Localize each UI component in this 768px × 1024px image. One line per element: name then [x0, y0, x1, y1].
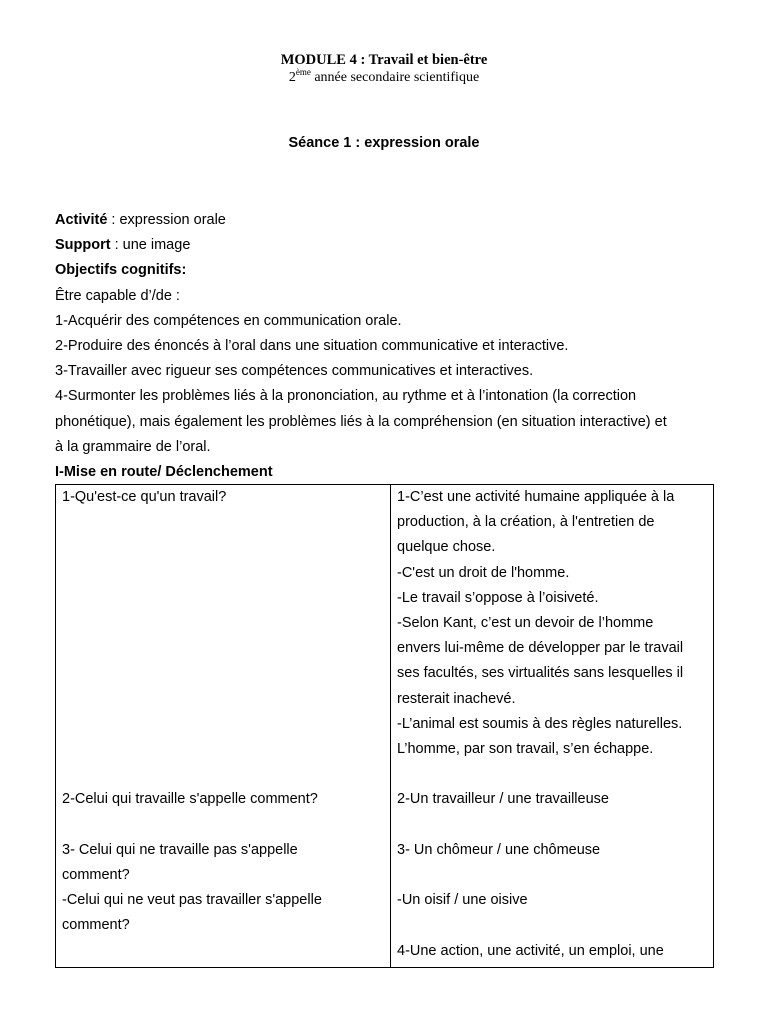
objective-4-line-2: phonétique), mais également les problèmes liés à la compréhension (en situation interactive) et	[55, 413, 667, 430]
objective-2: 2-Produire des énoncés à l’oral dans une situation communicative et interactive.	[55, 338, 569, 355]
objective-3: 3-Travailler avec rigueur ses compétences communicatives et interactives.	[55, 363, 534, 380]
question-3b-line-2: comment?	[62, 917, 130, 934]
section-heading: I-Mise en route/ Déclenchement	[55, 464, 273, 481]
answer-4: 4-Une action, une activité, un emploi, une	[397, 942, 664, 959]
objective-4-line-1: 4-Surmonter les problèmes liés à la prononciation, au rythme et à l’intonation (la correction	[55, 388, 637, 405]
answer-1-line-1: 1-C’est une activité humaine appliquée à la	[397, 489, 675, 505]
question-3b-line-1: -Celui qui ne veut pas travailler s'appelle	[62, 892, 322, 909]
session-title: Séance 1 : expression orale	[288, 135, 480, 151]
answer-1e-line-2: L’homme, par son travail, s’en échappe.	[397, 741, 654, 758]
answer-1d-line-1: -Selon Kant, c’est un devoir de l’homme	[397, 615, 654, 632]
module-title: MODULE 4 : Travail et bien-être	[280, 52, 488, 68]
answer-1d-line-3: ses facultés, ses virtualités sans lesquelles il	[397, 665, 684, 682]
question-3-line-2: comment?	[62, 866, 130, 883]
question-3-line-1: 3- Celui qui ne travaille pas s'appelle	[62, 841, 298, 858]
answer-1-line-2: production, à la création, à l'entretien de	[397, 514, 655, 531]
objectives-heading: Objectifs cognitifs:	[55, 262, 187, 279]
objective-4-line-3: à la grammaire de l’oral.	[55, 438, 211, 455]
question-2: 2-Celui qui travaille s'appelle comment?	[62, 791, 318, 808]
answer-1-line-3: quelque chose.	[397, 539, 496, 556]
table-row	[56, 485, 714, 968]
answer-2: 2-Un travailleur / une travailleuse	[397, 791, 609, 808]
capable-line: Être capable d’/de :	[55, 287, 180, 304]
answer-1d-line-2: envers lui-même de développer par le travail	[397, 640, 684, 657]
answer-1e-line-1: -L’animal est soumis à des règles naturelles.	[397, 715, 683, 732]
answer-1c: -Le travail s’oppose à l’oisiveté.	[397, 589, 599, 606]
answer-1d-line-4: resterait inachevé.	[397, 690, 516, 707]
objective-1: 1-Acquérir des compétences en communication orale.	[55, 312, 402, 329]
question-1: 1-Qu'est-ce qu'un travail?	[62, 489, 227, 505]
qa-table	[55, 484, 714, 968]
class-level: 2ème année secondaire scientifique	[288, 67, 480, 85]
lesson-intro	[55, 208, 725, 485]
answers-cell	[391, 485, 714, 968]
answer-3b: -Un oisif / une oisive	[397, 892, 528, 909]
activity-line: Activité : expression orale	[55, 212, 226, 228]
answer-1b: -C'est un droit de l'homme.	[397, 564, 570, 581]
answer-3: 3- Un chômeur / une chômeuse	[397, 841, 601, 858]
questions-cell	[56, 485, 391, 968]
support-line: Support : une image	[55, 237, 191, 254]
